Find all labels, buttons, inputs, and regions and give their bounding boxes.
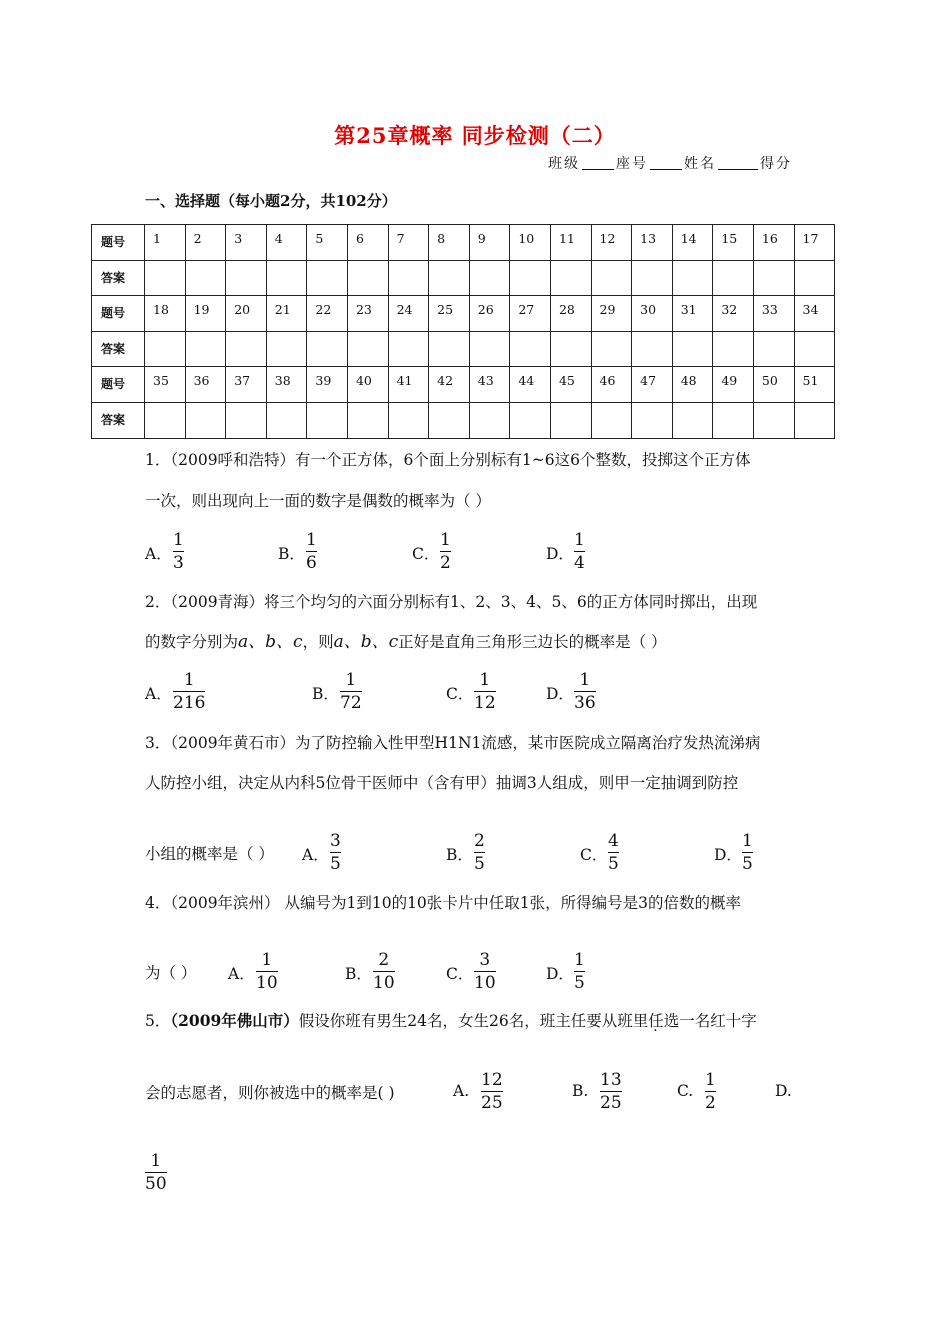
question-number-cell: 13 [632, 225, 673, 261]
question-number-cell: 8 [429, 225, 470, 261]
question-number-cell: 29 [591, 296, 632, 332]
question-number-cell: 36 [185, 367, 226, 403]
fraction-numerator: 1 [574, 530, 585, 550]
question-number-cell: 22 [307, 296, 348, 332]
question-number-cell: 30 [632, 296, 673, 332]
q5-number: 5． [145, 1012, 171, 1030]
option-fraction [256, 950, 278, 993]
fraction-denominator: 2 [705, 1093, 716, 1113]
answer-cell[interactable] [388, 402, 429, 438]
q5-text-b: 一名红十字 [679, 1012, 757, 1030]
fraction-numerator: 1 [705, 1070, 716, 1090]
answer-cell[interactable] [266, 331, 307, 367]
fraction-bar [574, 971, 585, 972]
fraction-bar [600, 1091, 622, 1092]
answer-cell[interactable] [185, 402, 226, 438]
answer-cell[interactable] [388, 260, 429, 296]
option-label: A． [302, 846, 329, 864]
q3-line1: 3．（2009年黄石市）为了防控输入性甲型H1N1流感，某市医院成立隔离治疗发热流涕病 [145, 734, 761, 752]
answer-cell[interactable] [591, 331, 632, 367]
row-label-number: 题号 [92, 367, 145, 403]
question-number-cell: 23 [347, 296, 388, 332]
question-number-cell: 10 [510, 225, 551, 261]
question-number-cell: 34 [794, 296, 835, 332]
seat-label: 座号 [616, 156, 648, 172]
fraction-denominator: 6 [306, 553, 317, 573]
question-number-cell: 39 [307, 367, 348, 403]
answer-cell[interactable] [388, 331, 429, 367]
fraction-numerator: 1 [440, 530, 451, 550]
answer-cell[interactable] [226, 260, 267, 296]
question-number-cell: 18 [145, 296, 186, 332]
answer-cell[interactable] [429, 260, 470, 296]
answer-cell[interactable] [307, 260, 348, 296]
answer-cell[interactable] [347, 260, 388, 296]
option-fraction [306, 530, 317, 573]
fraction-denominator: 3 [173, 553, 184, 573]
option-label: C. [677, 1082, 694, 1100]
option-label: B． [278, 545, 305, 563]
answer-cell[interactable] [185, 260, 226, 296]
name-blank [718, 155, 758, 170]
q2-text-b: ，则 [302, 633, 334, 651]
fraction-numerator: 1 [173, 530, 184, 550]
option-label: A． [145, 685, 172, 703]
question-number-cell: 2 [185, 225, 226, 261]
answer-grid [91, 224, 835, 439]
answer-cell[interactable] [550, 260, 591, 296]
question-number-cell: 7 [388, 225, 429, 261]
answer-cell[interactable] [510, 260, 551, 296]
answer-cell[interactable] [185, 331, 226, 367]
answer-cell[interactable] [713, 260, 754, 296]
option-fraction [574, 530, 585, 573]
question-number-cell: 14 [672, 225, 713, 261]
question-number-row [92, 296, 835, 332]
option-label: B． [345, 965, 372, 983]
class-label: 班级 [548, 156, 580, 172]
fraction-bar [173, 691, 205, 692]
answer-cell[interactable] [713, 402, 754, 438]
q5-line1 [145, 1011, 757, 1031]
answer-cell[interactable] [632, 331, 673, 367]
fraction-denominator: 36 [574, 693, 596, 713]
question-number-cell: 35 [145, 367, 186, 403]
option-fraction [608, 831, 619, 874]
option-fraction [474, 670, 496, 713]
question-number-cell: 25 [429, 296, 470, 332]
question-number-cell: 46 [591, 367, 632, 403]
fraction-bar [330, 852, 341, 853]
question-number-cell: 26 [469, 296, 510, 332]
fraction-numerator: 1 [150, 1151, 162, 1171]
answer-cell[interactable] [794, 260, 835, 296]
fraction-denominator: 216 [173, 693, 206, 713]
answer-cell[interactable] [429, 402, 470, 438]
question-number-cell: 11 [550, 225, 591, 261]
fraction-denominator: 50 [145, 1174, 167, 1194]
question-number-cell: 38 [266, 367, 307, 403]
q5-line2: 会的志愿者，则你被选中的概率是( ) [145, 1084, 395, 1102]
fraction-bar [574, 551, 585, 552]
name-label: 姓名 [684, 156, 716, 172]
option-label: B． [446, 846, 473, 864]
q4-line1: 4．（2009年滨州） 从编号为1到10的10张卡片中任取1张，所得编号是3的倍数的概率 [145, 894, 742, 912]
question-number-cell: 37 [226, 367, 267, 403]
fraction-bar [474, 971, 496, 972]
answer-cell[interactable] [145, 402, 186, 438]
answer-cell[interactable] [591, 402, 632, 438]
answer-cell[interactable] [753, 402, 794, 438]
option-fraction [440, 530, 451, 573]
answer-cell[interactable] [145, 260, 186, 296]
fraction-numerator: 1 [479, 670, 491, 690]
score-label: 得分 [760, 156, 792, 172]
fraction-denominator: 2 [440, 553, 451, 573]
answer-cell[interactable] [469, 402, 510, 438]
fraction-numerator: 1 [183, 670, 195, 690]
answer-cell[interactable] [307, 331, 348, 367]
answer-cell[interactable] [672, 402, 713, 438]
question-number-cell: 42 [429, 367, 470, 403]
option-label: C． [580, 846, 608, 864]
q5-source: （2009年佛山市） [170, 1011, 299, 1030]
answer-row [92, 260, 835, 296]
option-fraction [474, 950, 496, 993]
q2-line2 [145, 632, 667, 652]
option-fraction [474, 831, 485, 874]
fraction-bar [474, 852, 485, 853]
fraction-denominator: 72 [340, 693, 362, 713]
option-label: C． [446, 965, 474, 983]
answer-cell[interactable] [672, 331, 713, 367]
option-fraction [330, 831, 341, 874]
option-fraction [705, 1070, 716, 1113]
option-label: B． [312, 685, 339, 703]
answer-cell[interactable] [550, 331, 591, 367]
fraction-numerator: 12 [481, 1070, 503, 1090]
option-label: A. [453, 1082, 470, 1100]
question-number-cell: 31 [672, 296, 713, 332]
answer-cell[interactable] [794, 402, 835, 438]
question-number-row [92, 225, 835, 261]
student-info-line [548, 153, 792, 173]
fraction-bar [742, 852, 753, 853]
fraction-bar [481, 1091, 503, 1092]
fraction-denominator: 5 [608, 854, 619, 874]
question-number-cell: 44 [510, 367, 551, 403]
option-label: D． [546, 545, 574, 563]
option-label: D． [546, 965, 574, 983]
fraction-bar [474, 691, 496, 692]
question-number-cell: 19 [185, 296, 226, 332]
answer-cell[interactable] [266, 260, 307, 296]
q2-vars-1: a、b、c [238, 632, 303, 652]
option-fraction [373, 950, 395, 993]
q5-emphasis: 任选 [648, 1012, 680, 1030]
fraction-bar [256, 971, 278, 972]
row-label-answer: 答案 [92, 331, 145, 367]
fraction-denominator: 10 [474, 973, 496, 993]
answer-cell[interactable] [510, 331, 551, 367]
row-label-number: 题号 [92, 296, 145, 332]
answer-cell[interactable] [429, 331, 470, 367]
option-fraction [600, 1070, 622, 1113]
fraction-numerator: 3 [479, 950, 491, 970]
option-fraction [574, 670, 596, 713]
option-label: B. [572, 1082, 589, 1100]
question-number-cell: 47 [632, 367, 673, 403]
answer-cell[interactable] [550, 402, 591, 438]
answer-cell[interactable] [794, 331, 835, 367]
fraction-denominator: 5 [330, 854, 341, 874]
answer-cell[interactable] [713, 331, 754, 367]
question-number-cell: 48 [672, 367, 713, 403]
fraction-numerator: 13 [600, 1070, 622, 1090]
row-label-answer: 答案 [92, 260, 145, 296]
option-fraction [742, 831, 753, 874]
fraction-bar [340, 691, 362, 692]
option-fraction [173, 530, 184, 573]
fraction-denominator: 25 [481, 1093, 503, 1113]
fraction-numerator: 1 [261, 950, 273, 970]
option-fraction [340, 670, 362, 713]
fraction-bar [705, 1091, 716, 1092]
option-label: D. [775, 1082, 792, 1100]
question-number-cell: 6 [347, 225, 388, 261]
question-number-cell: 43 [469, 367, 510, 403]
question-number-cell: 33 [753, 296, 794, 332]
q3-line3: 小组的概率是（ ） [145, 845, 274, 863]
row-label-number: 题号 [92, 225, 145, 261]
question-number-cell: 49 [713, 367, 754, 403]
fraction-numerator: 4 [608, 831, 619, 851]
answer-cell[interactable] [632, 260, 673, 296]
question-number-cell: 41 [388, 367, 429, 403]
answer-cell[interactable] [591, 260, 632, 296]
question-number-cell: 1 [145, 225, 186, 261]
option-fraction [145, 1151, 167, 1194]
q2-text-a: 的数字分别为 [145, 633, 239, 651]
question-number-cell: 21 [266, 296, 307, 332]
answer-row [92, 331, 835, 367]
section-heading: 一、选择题（每小题2分，共102分） [145, 192, 397, 210]
question-number-cell: 3 [226, 225, 267, 261]
fraction-bar [145, 1172, 167, 1173]
q2-line1: 2．（2009青海）将三个均匀的六面分别标有1、2、3、4、5、6的正方体同时掷出，出现 [145, 593, 758, 611]
q2-text-c: 正好是直角三角形三边长的概率是（ ） [398, 633, 667, 651]
answer-cell[interactable] [753, 331, 794, 367]
option-fraction [574, 950, 585, 993]
question-number-row [92, 367, 835, 403]
question-number-cell: 15 [713, 225, 754, 261]
fraction-numerator: 1 [579, 670, 591, 690]
option-fraction [173, 670, 205, 713]
option-label: C． [446, 685, 474, 703]
class-blank [582, 155, 614, 170]
answer-cell[interactable] [307, 402, 348, 438]
fraction-denominator: 4 [574, 553, 585, 573]
answer-cell[interactable] [226, 331, 267, 367]
question-number-cell: 20 [226, 296, 267, 332]
option-fraction [481, 1070, 503, 1113]
answer-cell[interactable] [347, 402, 388, 438]
question-number-cell: 24 [388, 296, 429, 332]
fraction-bar [440, 551, 451, 552]
question-number-cell: 40 [347, 367, 388, 403]
fraction-denominator: 5 [474, 854, 485, 874]
fraction-denominator: 10 [373, 973, 395, 993]
answer-cell[interactable] [347, 331, 388, 367]
row-label-answer: 答案 [92, 402, 145, 438]
question-number-cell: 12 [591, 225, 632, 261]
question-number-cell: 27 [510, 296, 551, 332]
q3-line2: 人防控小组，决定从内科5位骨干医师中（含有甲）抽调3人组成，则甲一定抽调到防控 [145, 774, 739, 792]
fraction-bar [306, 551, 317, 552]
question-number-cell: 4 [266, 225, 307, 261]
question-number-cell: 50 [753, 367, 794, 403]
answer-cell[interactable] [145, 331, 186, 367]
answer-cell[interactable] [632, 402, 673, 438]
q1-line2: 一次，则出现向上一面的数字是偶数的概率为（ ） [145, 492, 491, 510]
fraction-numerator: 1 [306, 530, 317, 550]
answer-cell[interactable] [469, 260, 510, 296]
answer-cell[interactable] [672, 260, 713, 296]
question-number-cell: 16 [753, 225, 794, 261]
fraction-denominator: 12 [474, 693, 496, 713]
question-number-cell: 45 [550, 367, 591, 403]
answer-cell[interactable] [226, 402, 267, 438]
fraction-denominator: 10 [256, 973, 278, 993]
q5-text-a: 假设你班有男生24名，女生26名，班主任要从班里 [298, 1012, 649, 1030]
question-number-cell: 32 [713, 296, 754, 332]
fraction-denominator: 5 [742, 854, 753, 874]
answer-cell[interactable] [510, 402, 551, 438]
fraction-numerator: 3 [330, 831, 341, 851]
fraction-denominator: 5 [574, 973, 585, 993]
page-title: 第25章概率 同步检测（二） [334, 123, 616, 148]
fraction-bar [574, 691, 596, 692]
q2-vars-2: a、b、c [333, 632, 399, 652]
fraction-numerator: 1 [742, 831, 753, 851]
answer-row [92, 402, 835, 438]
fraction-bar [173, 551, 184, 552]
option-label: D． [714, 846, 742, 864]
fraction-bar [608, 852, 619, 853]
option-label: C． [412, 545, 440, 563]
q1-line1: 1．（2009呼和浩特）有一个正方体，6个面上分别标有1~6这6个整数，投掷这个正方体 [145, 451, 751, 469]
option-label: A． [145, 545, 172, 563]
question-number-cell: 9 [469, 225, 510, 261]
answer-cell[interactable] [469, 331, 510, 367]
fraction-numerator: 1 [345, 670, 357, 690]
option-label: D． [546, 685, 574, 703]
seat-blank [650, 155, 682, 170]
answer-cell[interactable] [753, 260, 794, 296]
option-label: A． [228, 965, 255, 983]
question-number-cell: 28 [550, 296, 591, 332]
question-number-cell: 5 [307, 225, 348, 261]
q4-line2: 为（ ） [145, 964, 197, 982]
fraction-bar [373, 971, 395, 972]
question-number-cell: 51 [794, 367, 835, 403]
fraction-denominator: 25 [600, 1093, 622, 1113]
question-number-cell: 17 [794, 225, 835, 261]
fraction-numerator: 1 [574, 950, 585, 970]
fraction-numerator: 2 [378, 950, 390, 970]
answer-cell[interactable] [266, 402, 307, 438]
fraction-numerator: 2 [474, 831, 485, 851]
